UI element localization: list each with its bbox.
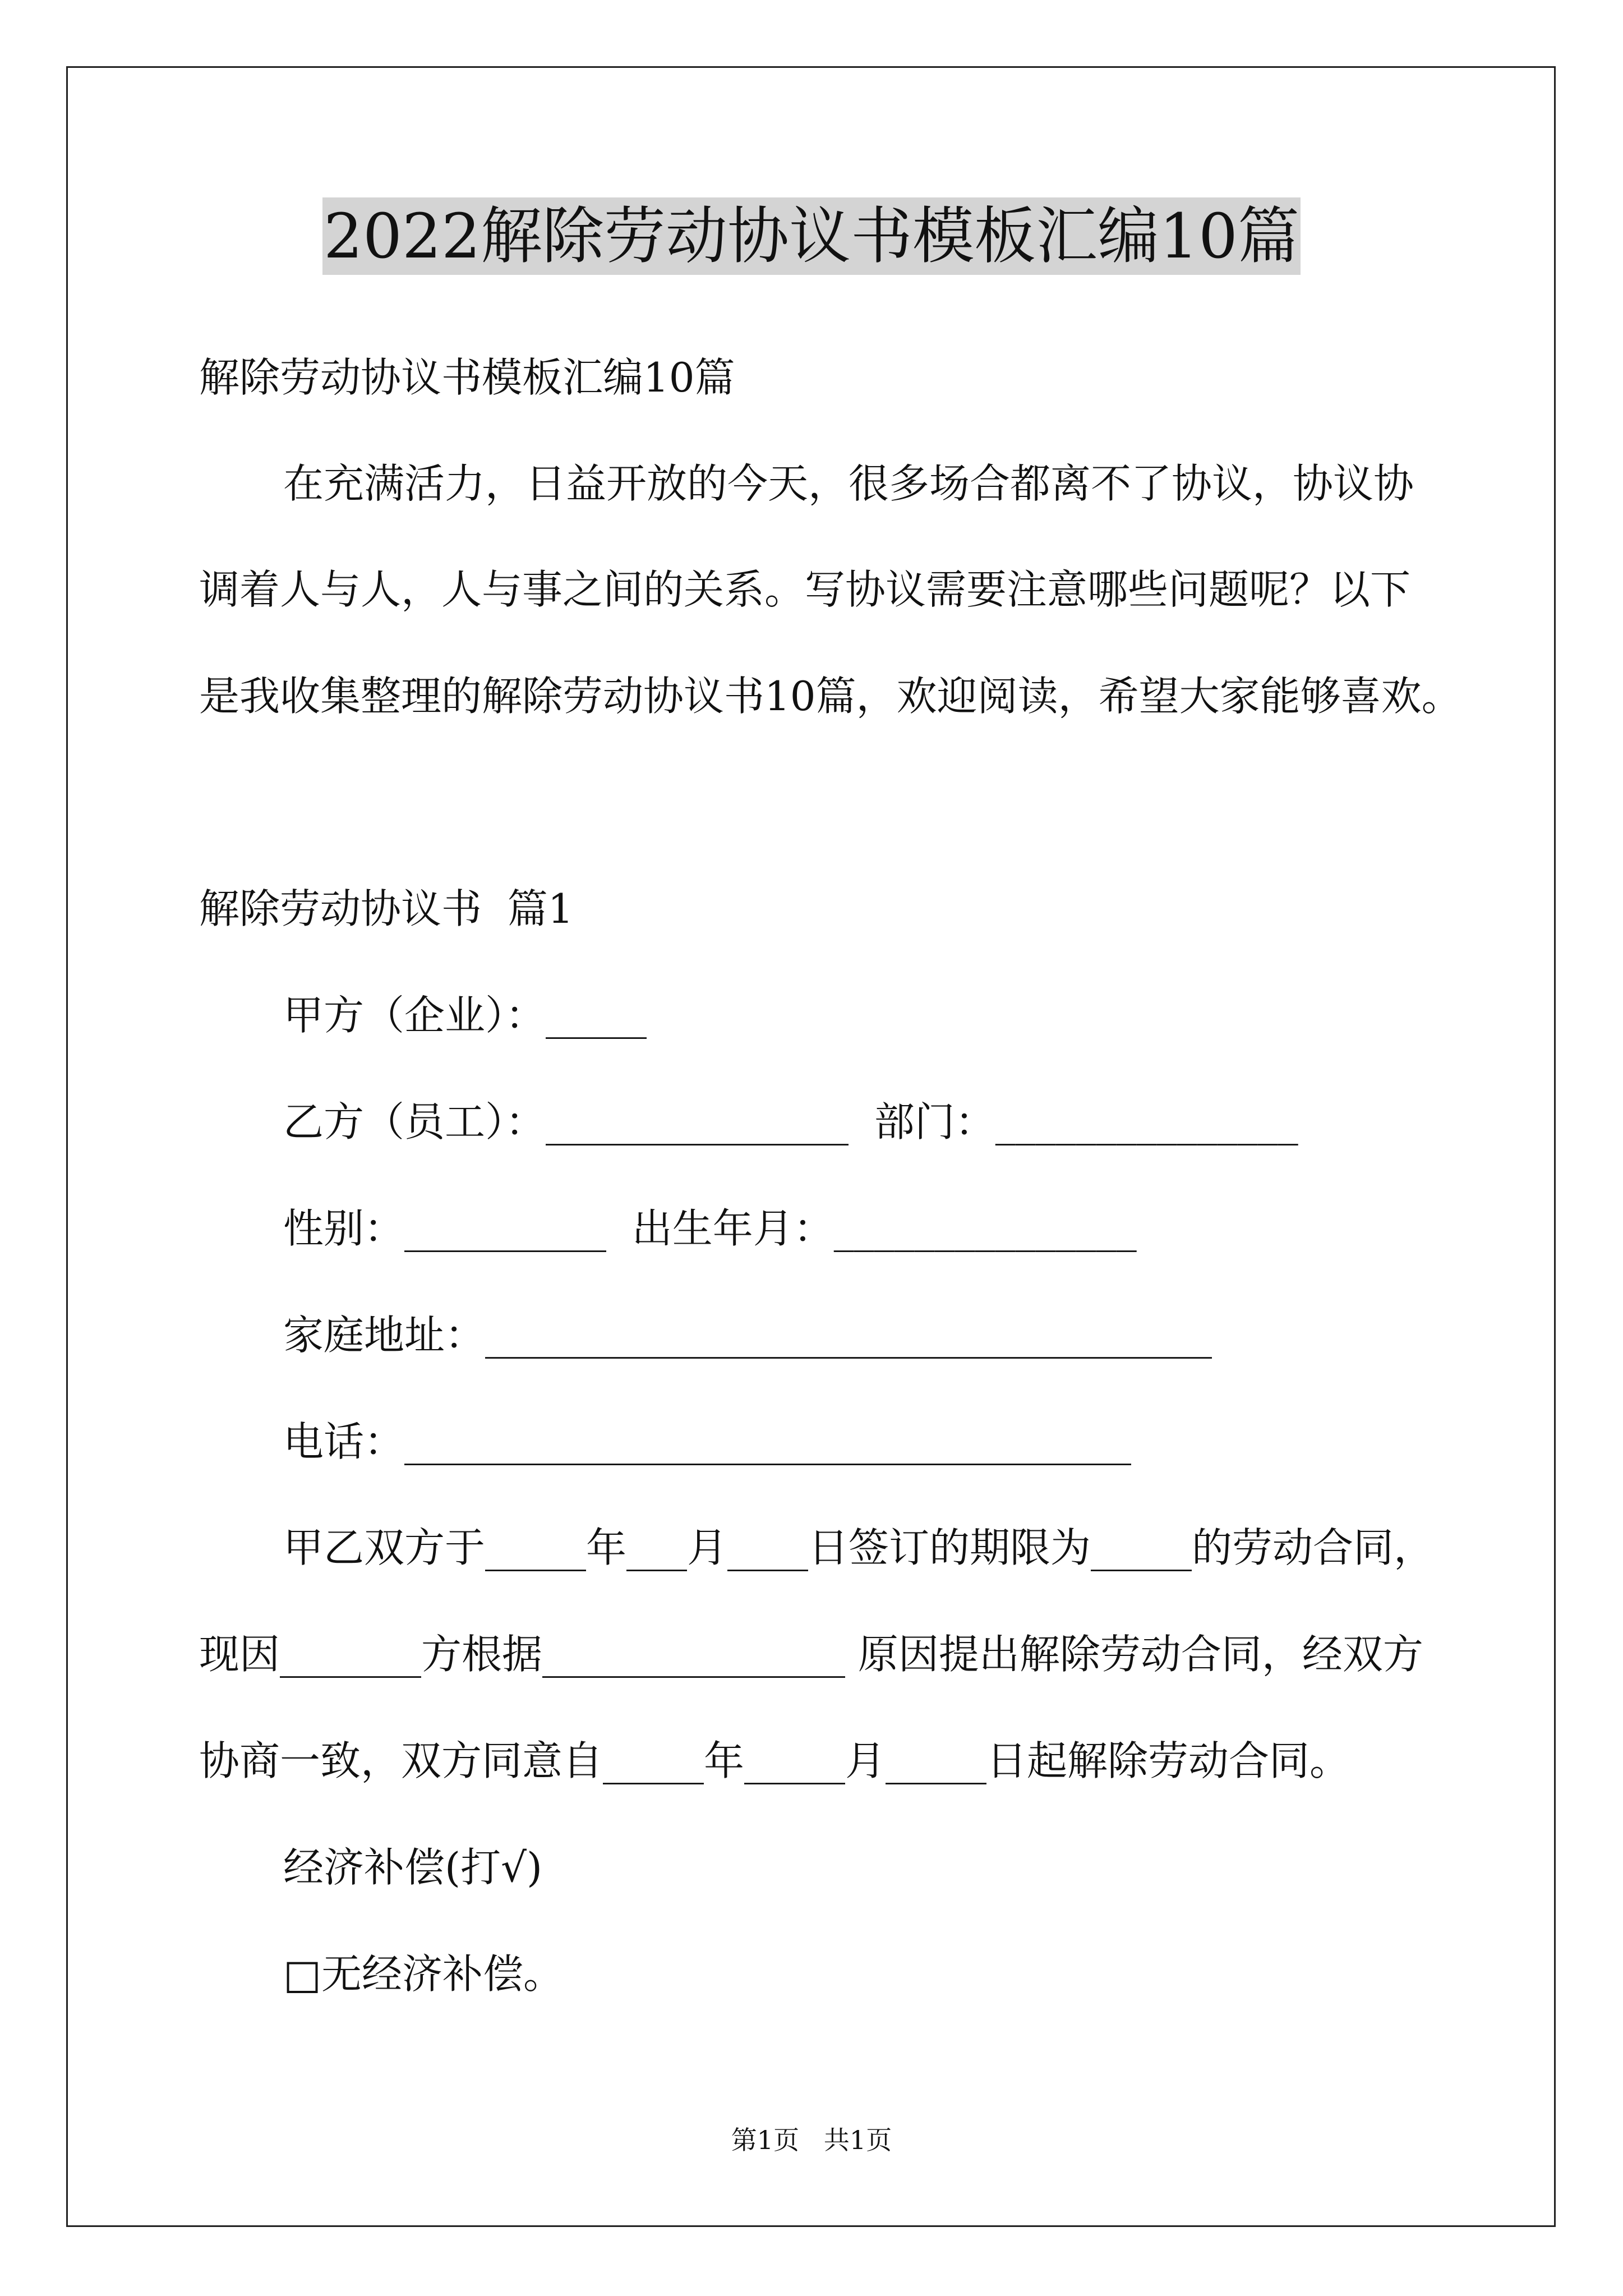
compensation-heading: 经济补偿(打√) (283, 1844, 543, 1891)
field-address: 家庭地址：____________________________________ (283, 1312, 1212, 1359)
title-container (0, 197, 1623, 275)
option-no-compensation: □无经济补偿。 (283, 1950, 564, 1998)
field-phone: 电话：____________________________________ (283, 1418, 1132, 1465)
body-line-3: 协商一致，双方同意自_____年_____月_____日起解除劳动合同。 (199, 1737, 1350, 1784)
document-title: 2022解除劳动协议书模板汇编10篇 (322, 197, 1301, 275)
intro-line-3: 是我收集整理的解除劳动协议书10篇，欢迎阅读，希望大家能够喜欢。 (199, 673, 1462, 720)
intro-line-1: 在充满活力，日益开放的今天，很多场合都离不了协议，协议协 (283, 460, 1414, 507)
field-party-b: 乙方（员工）：_______________ 部门：_______________ (283, 1098, 1298, 1145)
field-gender-birth: 性别：__________ 出生年月：_______________ (283, 1205, 1137, 1252)
body-line-1: 甲乙双方于_____年___月____日签订的期限为_____的劳动合同， (283, 1524, 1435, 1571)
intro-line-2: 调着人与人，人与事之间的关系。写协议需要注意哪些问题呢？以下 (199, 566, 1411, 613)
page-footer: 第1页 共1页 (731, 2125, 892, 2155)
section-heading: 解除劳动协议书 篇1 (199, 885, 574, 932)
body-line-2: 现因_______方根据_______________ 原因提出解除劳动合同，经双方 (199, 1631, 1423, 1678)
document-subtitle: 解除劳动协议书模板汇编10篇 (199, 354, 735, 401)
field-party-a: 甲方（企业）：_____ (283, 992, 647, 1039)
